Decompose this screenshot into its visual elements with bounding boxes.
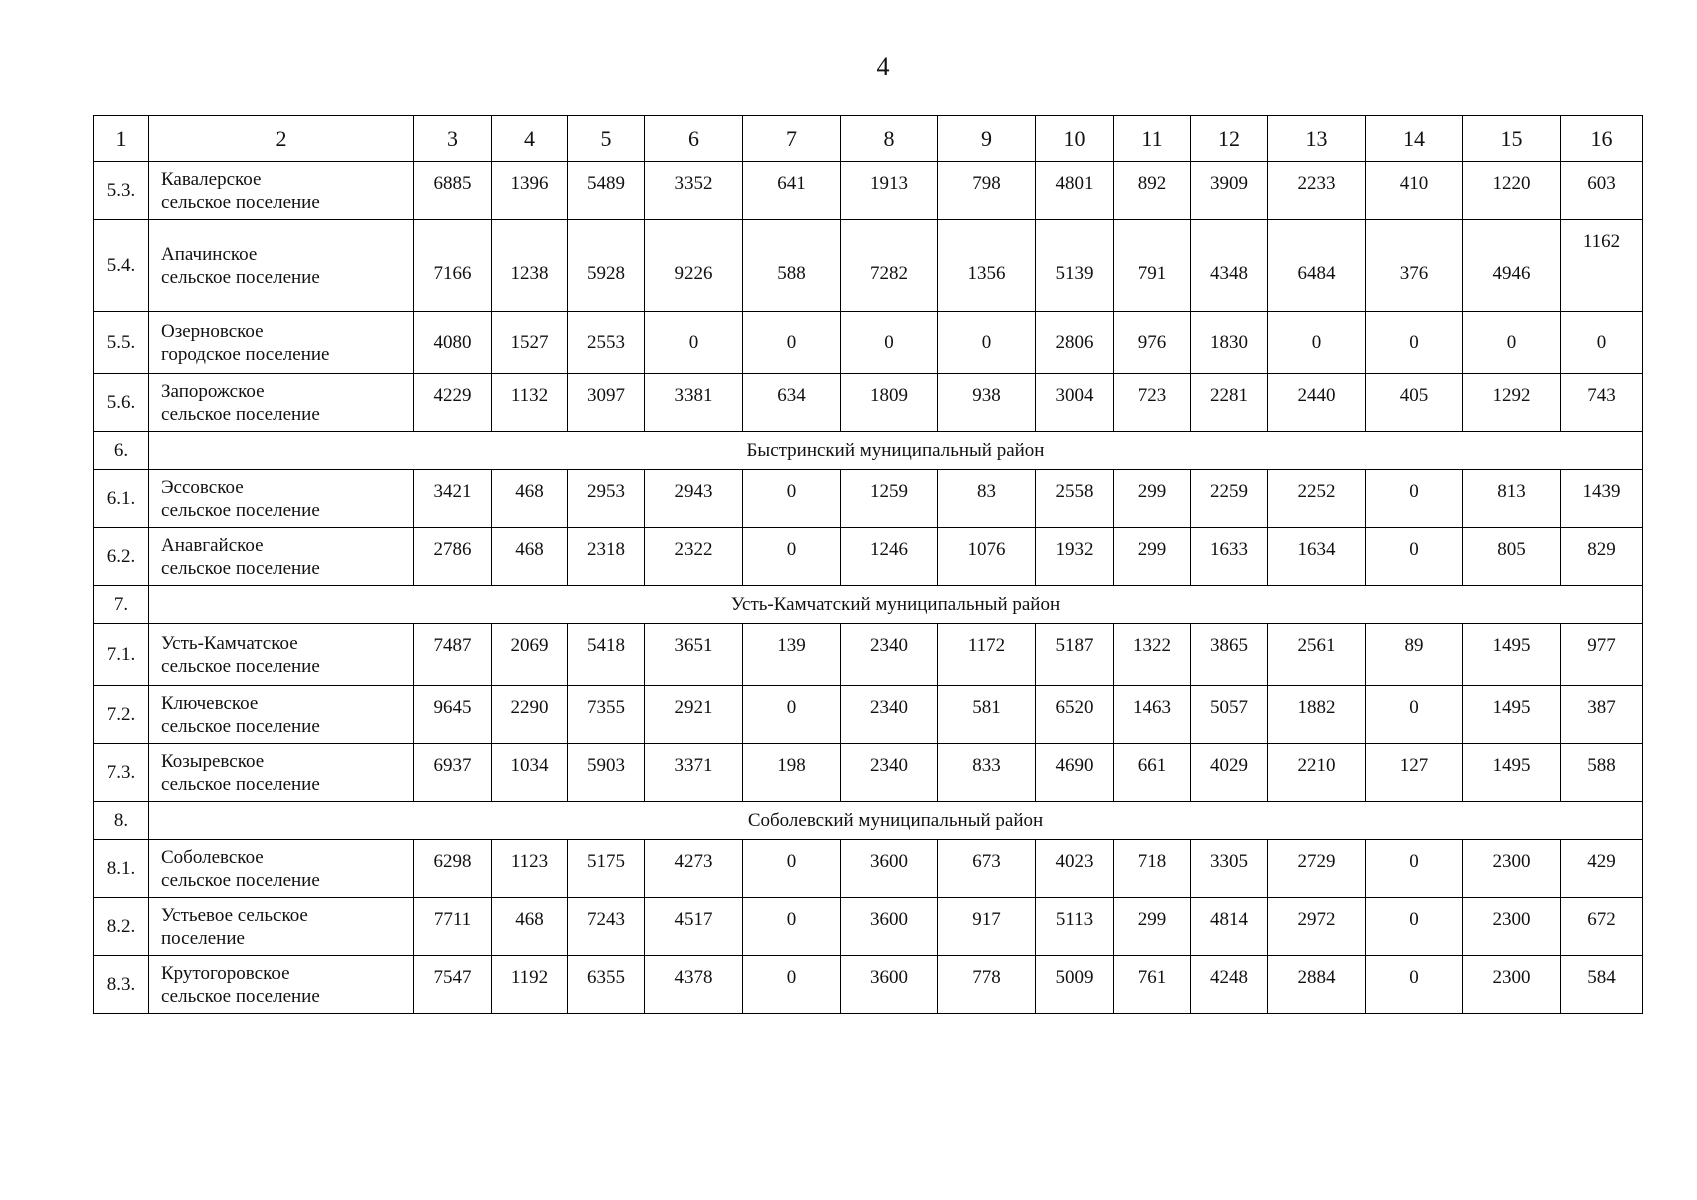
settlement-name: Соболевское сельское поселение <box>149 840 414 898</box>
value-cell: 387 <box>1561 686 1643 744</box>
value-cell: 7282 <box>841 220 938 312</box>
row-number: 7.3. <box>94 744 149 802</box>
value-cell: 0 <box>743 840 841 898</box>
row-number: 5.6. <box>94 374 149 432</box>
value-cell: 0 <box>1366 528 1463 586</box>
settlement-name: Озерновское городское поселение <box>149 312 414 374</box>
value-cell: 2300 <box>1463 840 1561 898</box>
value-cell: 3305 <box>1191 840 1268 898</box>
value-cell: 778 <box>938 956 1036 1014</box>
value-cell: 1259 <box>841 470 938 528</box>
column-header: 12 <box>1191 116 1268 162</box>
value-cell: 1132 <box>492 374 568 432</box>
value-cell: 2318 <box>568 528 645 586</box>
value-cell: 4348 <box>1191 220 1268 312</box>
value-cell: 4814 <box>1191 898 1268 956</box>
value-cell: 3865 <box>1191 624 1268 686</box>
value-cell: 3381 <box>645 374 743 432</box>
value-cell: 7547 <box>414 956 492 1014</box>
value-cell: 376 <box>1366 220 1463 312</box>
value-cell: 0 <box>743 898 841 956</box>
value-cell: 6355 <box>568 956 645 1014</box>
value-cell: 5057 <box>1191 686 1268 744</box>
value-cell: 127 <box>1366 744 1463 802</box>
value-cell: 468 <box>492 470 568 528</box>
value-cell: 798 <box>938 162 1036 220</box>
value-cell: 4080 <box>414 312 492 374</box>
value-cell: 2210 <box>1268 744 1366 802</box>
value-cell: 2340 <box>841 624 938 686</box>
settlement-name: Запорожское сельское поселение <box>149 374 414 432</box>
settlement-name: Апачинское сельское поселение <box>149 220 414 312</box>
value-cell: 938 <box>938 374 1036 432</box>
value-cell: 1123 <box>492 840 568 898</box>
value-cell: 1246 <box>841 528 938 586</box>
column-header: 16 <box>1561 116 1643 162</box>
value-cell: 2558 <box>1036 470 1114 528</box>
value-cell: 2233 <box>1268 162 1366 220</box>
value-cell: 89 <box>1366 624 1463 686</box>
value-cell: 1162 <box>1561 220 1643 312</box>
district-row <box>94 802 1643 840</box>
column-header: 4 <box>492 116 568 162</box>
value-cell: 4273 <box>645 840 743 898</box>
settlement-name: Кавалерское сельское поселение <box>149 162 414 220</box>
table-row <box>94 528 1643 586</box>
value-cell: 1220 <box>1463 162 1561 220</box>
value-cell: 1463 <box>1114 686 1191 744</box>
value-cell: 4690 <box>1036 744 1114 802</box>
value-cell: 299 <box>1114 528 1191 586</box>
value-cell: 410 <box>1366 162 1463 220</box>
value-cell: 2281 <box>1191 374 1268 432</box>
value-cell: 2921 <box>645 686 743 744</box>
value-cell: 2252 <box>1268 470 1366 528</box>
value-cell: 4029 <box>1191 744 1268 802</box>
table-row <box>94 220 1643 312</box>
column-header: 1 <box>94 116 149 162</box>
row-number: 6. <box>94 432 149 470</box>
district-row <box>94 432 1643 470</box>
value-cell: 976 <box>1114 312 1191 374</box>
table-row <box>94 312 1643 374</box>
settlement-name: Анавгайское сельское поселение <box>149 528 414 586</box>
value-cell: 6484 <box>1268 220 1366 312</box>
value-cell: 1830 <box>1191 312 1268 374</box>
value-cell: 1932 <box>1036 528 1114 586</box>
value-cell: 718 <box>1114 840 1191 898</box>
district-name: Соболевский муниципальный район <box>149 802 1643 840</box>
page-number: 4 <box>876 52 890 81</box>
value-cell: 588 <box>1561 744 1643 802</box>
value-cell: 1527 <box>492 312 568 374</box>
value-cell: 4517 <box>645 898 743 956</box>
value-cell: 4023 <box>1036 840 1114 898</box>
value-cell: 584 <box>1561 956 1643 1014</box>
table-row <box>94 840 1643 898</box>
column-header: 6 <box>645 116 743 162</box>
value-cell: 2561 <box>1268 624 1366 686</box>
value-cell: 83 <box>938 470 1036 528</box>
column-header: 2 <box>149 116 414 162</box>
value-cell: 917 <box>938 898 1036 956</box>
row-number: 6.2. <box>94 528 149 586</box>
table-row <box>94 624 1643 686</box>
value-cell: 1396 <box>492 162 568 220</box>
column-header: 11 <box>1114 116 1191 162</box>
value-cell: 0 <box>743 312 841 374</box>
district-name: Быстринский муниципальный район <box>149 432 1643 470</box>
value-cell: 0 <box>743 686 841 744</box>
value-cell: 1633 <box>1191 528 1268 586</box>
value-cell: 468 <box>492 528 568 586</box>
value-cell: 2322 <box>645 528 743 586</box>
value-cell: 2069 <box>492 624 568 686</box>
value-cell: 7243 <box>568 898 645 956</box>
value-cell: 977 <box>1561 624 1643 686</box>
value-cell: 0 <box>645 312 743 374</box>
value-cell: 761 <box>1114 956 1191 1014</box>
value-cell: 2553 <box>568 312 645 374</box>
value-cell: 3421 <box>414 470 492 528</box>
value-cell: 0 <box>743 528 841 586</box>
row-number: 6.1. <box>94 470 149 528</box>
value-cell: 5903 <box>568 744 645 802</box>
value-cell: 0 <box>743 470 841 528</box>
value-cell: 0 <box>743 956 841 1014</box>
value-cell: 0 <box>1366 686 1463 744</box>
settlement-name: Усть-Камчатское сельское поселение <box>149 624 414 686</box>
table-row <box>94 686 1643 744</box>
column-header: 13 <box>1268 116 1366 162</box>
value-cell: 5175 <box>568 840 645 898</box>
value-cell: 7711 <box>414 898 492 956</box>
column-header: 14 <box>1366 116 1463 162</box>
row-number: 5.4. <box>94 220 149 312</box>
settlement-name: Козыревское сельское поселение <box>149 744 414 802</box>
value-cell: 299 <box>1114 470 1191 528</box>
value-cell: 3600 <box>841 956 938 1014</box>
value-cell: 5139 <box>1036 220 1114 312</box>
value-cell: 1882 <box>1268 686 1366 744</box>
row-number: 8. <box>94 802 149 840</box>
value-cell: 723 <box>1114 374 1191 432</box>
value-cell: 2786 <box>414 528 492 586</box>
column-header: 15 <box>1463 116 1561 162</box>
column-header: 5 <box>568 116 645 162</box>
value-cell: 139 <box>743 624 841 686</box>
value-cell: 2440 <box>1268 374 1366 432</box>
value-cell: 581 <box>938 686 1036 744</box>
table-row <box>94 470 1643 528</box>
value-cell: 3651 <box>645 624 743 686</box>
value-cell: 0 <box>841 312 938 374</box>
row-number: 8.3. <box>94 956 149 1014</box>
value-cell: 833 <box>938 744 1036 802</box>
row-number: 8.1. <box>94 840 149 898</box>
value-cell: 1809 <box>841 374 938 432</box>
value-cell: 1913 <box>841 162 938 220</box>
table-row <box>94 162 1643 220</box>
value-cell: 829 <box>1561 528 1643 586</box>
value-cell: 2972 <box>1268 898 1366 956</box>
value-cell: 2290 <box>492 686 568 744</box>
value-cell: 3371 <box>645 744 743 802</box>
value-cell: 0 <box>1366 312 1463 374</box>
table-row <box>94 956 1643 1014</box>
column-header: 9 <box>938 116 1036 162</box>
value-cell: 3097 <box>568 374 645 432</box>
data-table <box>93 115 1643 1014</box>
value-cell: 672 <box>1561 898 1643 956</box>
value-cell: 641 <box>743 162 841 220</box>
value-cell: 7355 <box>568 686 645 744</box>
value-cell: 4229 <box>414 374 492 432</box>
value-cell: 3909 <box>1191 162 1268 220</box>
column-header: 3 <box>414 116 492 162</box>
row-number: 5.3. <box>94 162 149 220</box>
value-cell: 2300 <box>1463 898 1561 956</box>
settlement-name: Ключевское сельское поселение <box>149 686 414 744</box>
row-number: 7.1. <box>94 624 149 686</box>
value-cell: 2884 <box>1268 956 1366 1014</box>
value-cell: 1356 <box>938 220 1036 312</box>
row-number: 7. <box>94 586 149 624</box>
value-cell: 1292 <box>1463 374 1561 432</box>
value-cell: 429 <box>1561 840 1643 898</box>
value-cell: 603 <box>1561 162 1643 220</box>
value-cell: 4801 <box>1036 162 1114 220</box>
value-cell: 1495 <box>1463 624 1561 686</box>
value-cell: 2340 <box>841 686 938 744</box>
value-cell: 5113 <box>1036 898 1114 956</box>
value-cell: 1495 <box>1463 686 1561 744</box>
value-cell: 1238 <box>492 220 568 312</box>
value-cell: 6298 <box>414 840 492 898</box>
value-cell: 198 <box>743 744 841 802</box>
value-cell: 2943 <box>645 470 743 528</box>
header-row <box>94 116 1643 162</box>
value-cell: 588 <box>743 220 841 312</box>
value-cell: 1495 <box>1463 744 1561 802</box>
settlement-name: Устьевое сельское поселение <box>149 898 414 956</box>
value-cell: 0 <box>1463 312 1561 374</box>
value-cell: 2300 <box>1463 956 1561 1014</box>
district-name: Усть-Камчатский муниципальный район <box>149 586 1643 624</box>
value-cell: 7166 <box>414 220 492 312</box>
settlement-name: Крутогоровское сельское поселение <box>149 956 414 1014</box>
row-number: 8.2. <box>94 898 149 956</box>
value-cell: 2340 <box>841 744 938 802</box>
value-cell: 0 <box>1268 312 1366 374</box>
value-cell: 0 <box>1561 312 1643 374</box>
value-cell: 4946 <box>1463 220 1561 312</box>
column-header: 7 <box>743 116 841 162</box>
value-cell: 634 <box>743 374 841 432</box>
value-cell: 5418 <box>568 624 645 686</box>
value-cell: 2806 <box>1036 312 1114 374</box>
value-cell: 405 <box>1366 374 1463 432</box>
value-cell: 9226 <box>645 220 743 312</box>
value-cell: 661 <box>1114 744 1191 802</box>
value-cell: 0 <box>1366 956 1463 1014</box>
value-cell: 743 <box>1561 374 1643 432</box>
value-cell: 0 <box>1366 898 1463 956</box>
district-row <box>94 586 1643 624</box>
value-cell: 5187 <box>1036 624 1114 686</box>
value-cell: 9645 <box>414 686 492 744</box>
value-cell: 2259 <box>1191 470 1268 528</box>
row-number: 7.2. <box>94 686 149 744</box>
value-cell: 3352 <box>645 162 743 220</box>
value-cell: 791 <box>1114 220 1191 312</box>
value-cell: 1076 <box>938 528 1036 586</box>
value-cell: 3600 <box>841 840 938 898</box>
value-cell: 1192 <box>492 956 568 1014</box>
value-cell: 7487 <box>414 624 492 686</box>
value-cell: 5489 <box>568 162 645 220</box>
table-body <box>94 116 1643 1014</box>
value-cell: 1172 <box>938 624 1036 686</box>
value-cell: 468 <box>492 898 568 956</box>
value-cell: 0 <box>1366 840 1463 898</box>
value-cell: 5928 <box>568 220 645 312</box>
value-cell: 0 <box>938 312 1036 374</box>
column-header: 10 <box>1036 116 1114 162</box>
value-cell: 6885 <box>414 162 492 220</box>
value-cell: 1439 <box>1561 470 1643 528</box>
row-number: 5.5. <box>94 312 149 374</box>
value-cell: 6520 <box>1036 686 1114 744</box>
value-cell: 805 <box>1463 528 1561 586</box>
value-cell: 4248 <box>1191 956 1268 1014</box>
table-row <box>94 744 1643 802</box>
value-cell: 299 <box>1114 898 1191 956</box>
value-cell: 6937 <box>414 744 492 802</box>
value-cell: 5009 <box>1036 956 1114 1014</box>
value-cell: 673 <box>938 840 1036 898</box>
value-cell: 3004 <box>1036 374 1114 432</box>
table-row <box>94 898 1643 956</box>
value-cell: 1322 <box>1114 624 1191 686</box>
value-cell: 813 <box>1463 470 1561 528</box>
settlement-name: Эссовское сельское поселение <box>149 470 414 528</box>
value-cell: 4378 <box>645 956 743 1014</box>
value-cell: 1634 <box>1268 528 1366 586</box>
table-row <box>94 374 1643 432</box>
column-header: 8 <box>841 116 938 162</box>
value-cell: 1034 <box>492 744 568 802</box>
value-cell: 2729 <box>1268 840 1366 898</box>
value-cell: 0 <box>1366 470 1463 528</box>
value-cell: 3600 <box>841 898 938 956</box>
value-cell: 892 <box>1114 162 1191 220</box>
value-cell: 2953 <box>568 470 645 528</box>
